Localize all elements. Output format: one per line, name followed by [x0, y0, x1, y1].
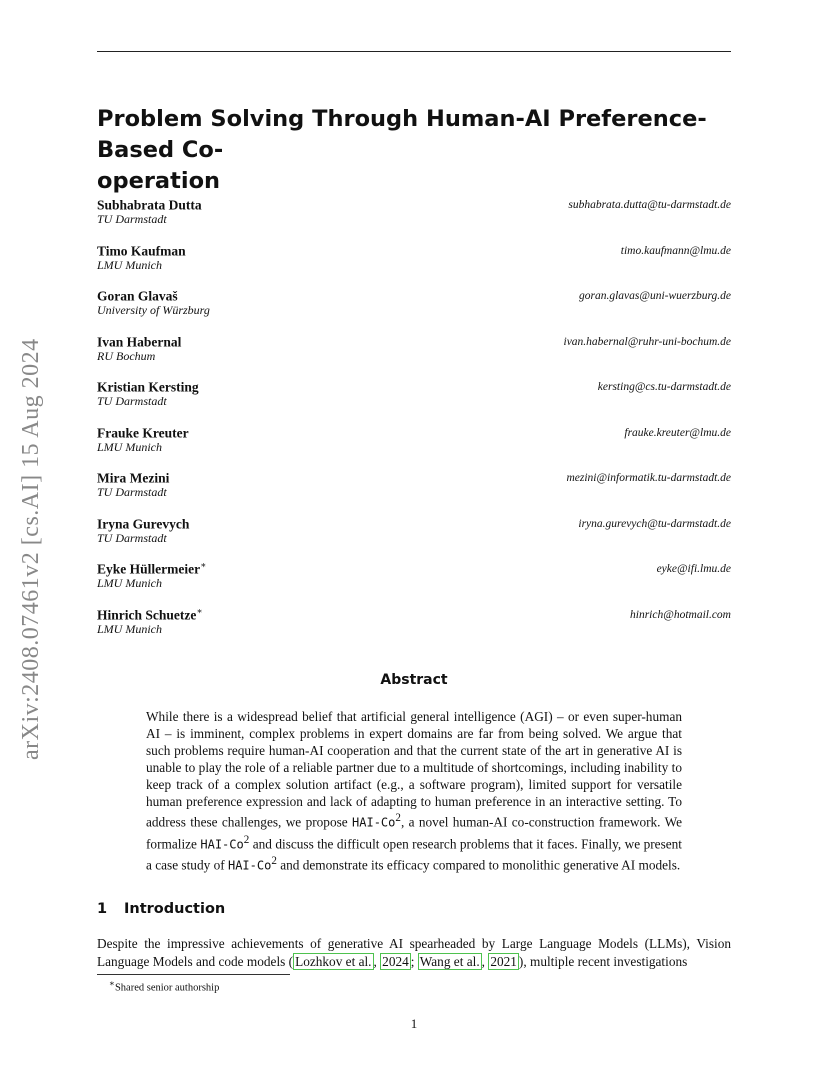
author-name-text: Subhabrata Dutta [97, 197, 202, 213]
page-number: 1 [410, 1016, 418, 1031]
system-name-superscript: 2 [271, 855, 277, 868]
author-entry [97, 333, 731, 379]
system-name: HAI-Co [200, 837, 244, 852]
citation-year-link[interactable]: 2021 [490, 954, 517, 969]
author-affiliation: RU Bochum [97, 348, 156, 363]
intro-text: Despite the impressive achievements of generative AI spearheaded by Large Language Models (LLMs), Vision Language Models and code models ( [97, 936, 731, 969]
author-name-text: Timo Kaufman [97, 243, 186, 258]
author-name-text: Frauke Kreuter [97, 425, 189, 440]
author-affiliation: LMU Munich [97, 621, 162, 636]
author-entry [97, 378, 731, 424]
author-affiliation: LMU Munich [97, 576, 162, 590]
author-name [97, 515, 189, 533]
author-affiliation: LMU Munich [97, 257, 162, 272]
author-name-text: Iryna Gurevych [97, 516, 190, 531]
abstract-heading: Abstract [380, 672, 448, 688]
system-name: HAI-Co [352, 815, 396, 830]
author-name [97, 333, 181, 351]
author-name [97, 606, 203, 624]
abstract-part: and demonstrate its efficacy compared to monolithic generative AI models. [276, 857, 681, 873]
author-email[interactable]: mezini@informatik.tu-darmstadt.de [566, 472, 731, 484]
author-name [97, 196, 202, 214]
citation-link[interactable]: Lozhkov et al. [295, 954, 372, 969]
author-email[interactable]: frauke.kreuter@lmu.de [624, 426, 731, 439]
citation-separator: ; [410, 954, 418, 969]
author-name-text: Kristian Kersting [97, 379, 199, 395]
intro-paragraph [97, 935, 731, 971]
author-email[interactable]: ivan.habernal@ruhr-uni-bochum.de [563, 335, 731, 348]
intro-text: ), multiple recent investigations [518, 954, 688, 969]
abstract-part: and discuss the difficult open research problems that it faces. Finally, we present a case study of [146, 836, 682, 873]
system-name: HAI-Co [227, 858, 272, 873]
abstract-part: While there is a widespread belief that artificial general intelligence (AGI) – or even super-human AI – is imminent, complex problems in expert domains are far from being solved. We argue that such problems require human-AI cooperation and that the current state of the art in generative AI is unable to play the role of a reliable partner due to a multitude of shortcomings, including inability to keep track of a complex solution artifact (e.g., a software program), limited support for versatile human preference expression and lack of adapting to human preference in an interactive setting. To address these challenges, we propose [146, 709, 682, 830]
author-name [97, 287, 178, 305]
arxiv-identifier: arXiv:2408.07461v2 [cs.AI] 15 Aug 2024 [18, 338, 44, 760]
citation-separator: , [481, 954, 489, 969]
author-affiliation: University of Würzburg [97, 303, 210, 317]
citation-separator: , [373, 954, 381, 969]
author-email[interactable]: hinrich@hotmail.com [630, 608, 731, 621]
author-email[interactable]: timo.kaufmann@lmu.de [620, 244, 731, 257]
author-footnote-mark: ∗ [200, 560, 207, 570]
author-name [97, 424, 189, 442]
author-entry [97, 469, 731, 515]
footnote-rule [97, 974, 290, 975]
section-heading [97, 901, 225, 917]
author-email[interactable]: iryna.gurevych@tu-darmstadt.de [578, 517, 731, 530]
author-entry [97, 560, 731, 606]
footnote-mark: ∗ [109, 978, 115, 988]
author-name [97, 242, 186, 260]
author-affiliation: TU Darmstadt [97, 485, 167, 499]
author-name-text: Ivan Habernal [97, 334, 182, 349]
header-rule [97, 51, 731, 52]
author-affiliation: TU Darmstadt [97, 394, 167, 408]
abstract-text [146, 709, 682, 874]
author-entry [97, 242, 731, 288]
abstract-part: , a novel human-AI co-construction framework. We formalize [146, 814, 682, 852]
author-entry [97, 196, 731, 242]
section-title: Introduction [124, 901, 226, 917]
author-entry [97, 606, 731, 652]
citation-year-link[interactable]: 2024 [382, 954, 409, 969]
system-name-superscript: 2 [395, 812, 401, 825]
author-affiliation: TU Darmstadt [97, 212, 167, 226]
author-name-text: Goran Glavaš [97, 288, 178, 304]
system-name-superscript: 2 [243, 833, 250, 846]
author-name-text: Mira Mezini [97, 470, 170, 486]
author-footnote-mark: ∗ [196, 605, 203, 616]
author-entry [97, 424, 731, 470]
section-number: 1 [97, 901, 108, 917]
author-name [97, 560, 206, 578]
author-entry [97, 515, 731, 561]
footnote [109, 978, 219, 994]
author-email[interactable]: goran.glavas@uni-wuerzburg.de [579, 290, 731, 302]
title-line-1: Problem Solving Through Human-AI Preference-Based Co- [97, 106, 707, 163]
title-line-2: operation [97, 168, 221, 194]
author-entry [97, 287, 731, 333]
author-name-text: Hinrich Schuetze [97, 607, 197, 622]
author-list [97, 196, 731, 651]
author-name [97, 469, 169, 487]
author-name-text: Eyke Hüllermeier [97, 561, 201, 577]
citation-link[interactable]: Wang et al. [419, 954, 480, 969]
author-email[interactable]: subhabrata.dutta@tu-darmstadt.de [568, 199, 731, 211]
author-email[interactable]: eyke@ifi.lmu.de [656, 563, 731, 575]
author-name [97, 378, 199, 396]
footnote-text: Shared senior authorship [114, 982, 220, 994]
paper-title [97, 104, 737, 197]
author-email[interactable]: kersting@cs.tu-darmstadt.de [597, 381, 731, 393]
author-affiliation: TU Darmstadt [97, 530, 167, 545]
author-affiliation: LMU Munich [97, 439, 162, 454]
